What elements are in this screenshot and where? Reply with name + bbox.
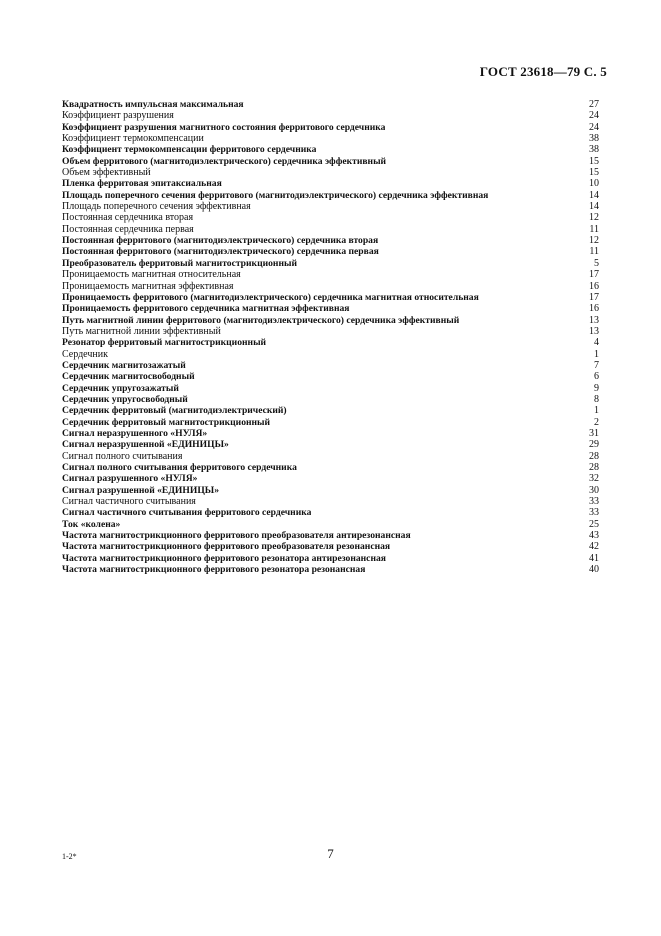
index-term: Частота магнитострикционного ферритового резонатора резонансная [62, 564, 366, 576]
index-page-ref: 43 [589, 530, 599, 542]
index-entry [62, 167, 599, 178]
index-page-ref: 17 [589, 291, 599, 303]
index-entry [62, 110, 599, 121]
index-term: Сигнал частичного считывания ферритового сердечника [62, 507, 312, 519]
index-page-ref: 33 [589, 507, 599, 519]
index-entry [62, 235, 599, 246]
index-term: Ток «колена» [62, 518, 121, 530]
index-entry [62, 417, 599, 428]
index-entry [62, 564, 599, 575]
index-term: Площадь поперечного сечения эффективная [62, 201, 251, 213]
index-page-ref: 27 [589, 99, 599, 110]
index-page-ref: 1 [594, 405, 599, 417]
index-entry [62, 371, 599, 382]
index-term: Площадь поперечного сечения ферритового (магнитодиэлектрического) сердечника эффективная [62, 189, 489, 201]
index-page-ref: 16 [589, 303, 599, 315]
index-page-ref: 12 [589, 235, 599, 247]
index-page-ref: 10 [589, 178, 599, 190]
index-term: Частота магнитострикционного ферритового резонатора антирезонансная [62, 552, 386, 564]
index-page-ref: 32 [589, 473, 599, 485]
index-page-ref: 28 [589, 450, 599, 462]
index-term: Проницаемость магнитная эффективная [62, 280, 234, 292]
index-entry [62, 428, 599, 439]
index-entry [62, 315, 599, 326]
index-page-ref: 40 [589, 564, 599, 576]
index-entry [62, 144, 599, 155]
index-term: Постоянная ферритового (магнитодиэлектрического) сердечника вторая [62, 235, 379, 247]
index-term: Сердечник упругосвободный [62, 393, 188, 405]
index-entry [62, 212, 599, 223]
index-page-ref: 24 [589, 110, 599, 122]
index-entry [62, 451, 599, 462]
index-term: Сигнал разрушенной «ЕДИНИЦЫ» [62, 484, 219, 496]
term-index-list [62, 99, 599, 575]
index-entry [62, 507, 599, 518]
index-page-ref: 41 [589, 552, 599, 564]
index-term: Сердечник ферритовый (магнитодиэлектрический) [62, 405, 287, 417]
index-term: Сигнал полного считывания ферритового сердечника [62, 462, 297, 473]
index-page-ref: 5 [594, 257, 599, 269]
index-page-ref: 8 [594, 393, 599, 405]
index-entry [62, 246, 599, 257]
index-page-ref: 15 [589, 167, 599, 179]
index-page-ref: 12 [589, 212, 599, 224]
index-entry [62, 269, 599, 280]
index-page-ref: 1 [594, 348, 599, 360]
index-term: Проницаемость ферритового сердечника магнитная эффективная [62, 303, 350, 315]
index-term: Путь магнитной линии эффективный [62, 325, 221, 337]
index-entry [62, 156, 599, 167]
index-entry [62, 473, 599, 484]
index-page-ref: 17 [589, 269, 599, 281]
index-term: Постоянная сердечника первая [62, 223, 194, 235]
index-term: Частота магнитострикционного ферритового преобразователя антирезонансная [62, 530, 411, 542]
index-entry [62, 178, 599, 189]
index-term: Резонатор ферритовый магнитострикционный [62, 337, 267, 349]
index-term: Постоянная ферритового (магнитодиэлектрического) сердечника первая [62, 246, 379, 258]
index-page-ref: 24 [589, 121, 599, 133]
index-term: Преобразователь ферритовый магнитострикционный [62, 257, 297, 269]
index-term: Проницаемость магнитная относительная [62, 269, 241, 281]
index-term: Коэффициент термокомпенсации ферритового сердечника [62, 144, 317, 156]
index-entry [62, 519, 599, 530]
index-page-ref: 29 [589, 439, 599, 451]
index-entry [62, 383, 599, 394]
index-entry [62, 303, 599, 314]
index-entry [62, 224, 599, 235]
index-term: Путь магнитной линии ферритового (магнитодиэлектрического) сердечника эффективный [62, 314, 460, 326]
index-entry [62, 496, 599, 507]
index-page-ref: 9 [594, 382, 599, 394]
index-term: Квадратность импульсная максимальная [62, 99, 244, 110]
page-number: 7 [327, 846, 334, 861]
index-term: Сердечник упругозажатый [62, 382, 179, 394]
index-entry [62, 190, 599, 201]
index-entry [62, 201, 599, 212]
index-entry [62, 394, 599, 405]
index-term: Сигнал неразрушенного «НУЛЯ» [62, 427, 208, 439]
index-term: Коэффициент термокомпенсации [62, 133, 204, 145]
index-term: Коэффициент разрушения [62, 110, 174, 122]
index-term: Сердечник магнитозажатый [62, 359, 186, 371]
index-term: Сигнал частичного считывания [62, 496, 196, 508]
index-entry [62, 292, 599, 303]
index-page-ref: 2 [594, 416, 599, 428]
index-term: Сигнал разрушенного «НУЛЯ» [62, 473, 198, 485]
index-page-ref: 6 [594, 371, 599, 383]
index-entry [62, 405, 599, 416]
index-entry [62, 553, 599, 564]
index-term: Сердечник магнитосвободный [62, 371, 195, 383]
index-page-ref: 11 [589, 223, 599, 235]
index-entry [62, 530, 599, 541]
index-page-ref: 28 [589, 462, 599, 473]
index-page-ref: 7 [594, 359, 599, 371]
index-page-ref: 13 [589, 325, 599, 337]
index-entry [62, 485, 599, 496]
index-entry [62, 337, 599, 348]
index-page-ref: 14 [589, 201, 599, 213]
index-page-ref: 11 [589, 246, 599, 258]
index-page-ref: 42 [589, 541, 599, 553]
index-page-ref: 15 [589, 155, 599, 167]
index-entry [62, 541, 599, 552]
index-page-ref: 30 [589, 484, 599, 496]
index-term: Объем эффективный [62, 167, 151, 179]
index-entry [62, 133, 599, 144]
document-header: ГОСТ 23618—79 С. 5 [479, 64, 607, 79]
index-page-ref: 33 [589, 496, 599, 508]
index-entry [62, 281, 599, 292]
index-entry [62, 360, 599, 371]
index-term: Сигнал неразрушенной «ЕДИНИЦЫ» [62, 439, 229, 451]
index-term: Пленка ферритовая эпитаксиальная [62, 178, 222, 190]
index-term: Объем ферритового (магнитодиэлектрического) сердечника эффективный [62, 155, 387, 167]
index-page-ref: 14 [589, 189, 599, 201]
index-entry [62, 99, 599, 110]
index-entry [62, 258, 599, 269]
index-page-ref: 25 [589, 518, 599, 530]
index-term: Сигнал полного считывания [62, 450, 183, 462]
index-term: Постоянная сердечника вторая [62, 212, 194, 224]
index-page-ref: 38 [589, 133, 599, 145]
index-term: Частота магнитострикционного ферритового преобразователя резонансная [62, 541, 391, 553]
index-entry [62, 439, 599, 450]
index-term: Сердечник [62, 348, 108, 360]
index-page-ref: 16 [589, 280, 599, 292]
index-term: Проницаемость ферритового (магнитодиэлектрического) сердечника магнитная относительная [62, 291, 479, 303]
index-entry [62, 122, 599, 133]
index-entry [62, 462, 599, 473]
index-page-ref: 13 [589, 314, 599, 326]
sheet-mark: 1-2* [62, 852, 77, 861]
index-entry [62, 349, 599, 360]
index-page-ref: 31 [589, 427, 599, 439]
index-page-ref: 4 [594, 337, 599, 349]
index-page-ref: 38 [589, 144, 599, 156]
index-entry [62, 326, 599, 337]
index-term: Коэффициент разрушения магнитного состояния ферритового сердечника [62, 121, 386, 133]
index-term: Сердечник ферритовый магнитострикционный [62, 416, 271, 428]
